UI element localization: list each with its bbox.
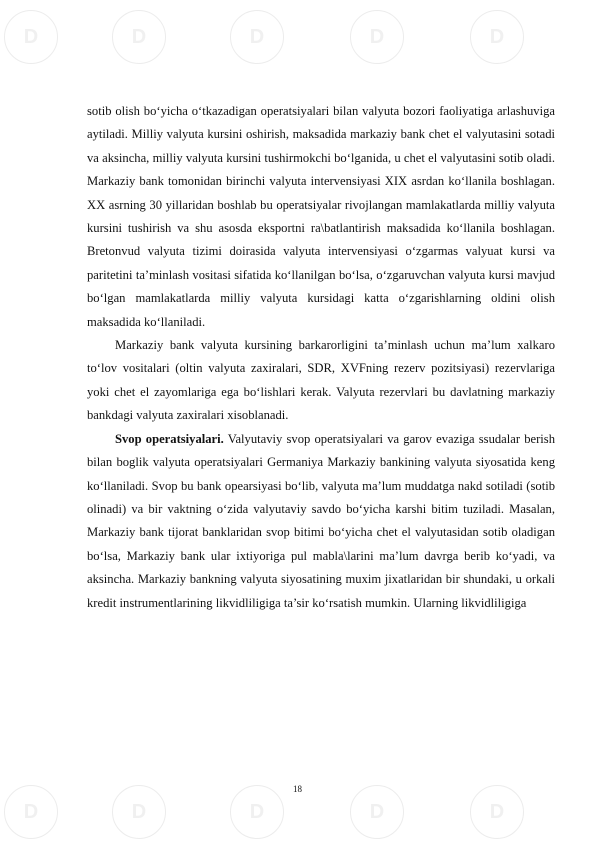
watermark-logo: D bbox=[470, 10, 524, 64]
watermark-logo: D bbox=[470, 785, 524, 839]
paragraph-swap-operations-text: Valyutaviy svop operatsiyalari va garov evaziga ssudalar berish bilan boglik valyuta operatsiyalari Germaniya Markaziy bankining valyuta siyosatida keng ko‘llaniladi. Svop bu bank opearsiyasi bo‘lib, valyuta ma’lum muddatga nakd sotiladi (sotib olinadi) va bir vaktning o‘zida valyutaviy savdo bo‘yicha karshi bitim tuziladi. Masalan, Markaziy bank tijorat banklaridan svop bitimi bo‘yicha chet el valyutasidan sotib oladigan bo‘lsa, Markaziy bank ular ixtiyoriga pul mabla\larini ma’lum davrga berib ko‘yadi, va aksincha. Markaziy bankning valyuta siyosatining muxim jixatlaridan bir shundaki, u orkali kredit instrumentlarining likvidliligiga ta’sir ko‘rsatish mumkin. Ularning likvidliligiga bbox=[87, 431, 556, 610]
watermark-logo: D bbox=[350, 785, 404, 839]
document-body bbox=[87, 100, 555, 615]
paragraph-currency-reserves: Markaziy bank valyuta kursining barkarorligini ta’minlash uchun ma’lum xalkaro to‘lov vositalari (oltin valyuta zaxiralari, SDR, XVFning rezerv pozitsiyasi) rezervlariga yoki chet el zayomlariga ega bo‘lishlari kerak. Valyuta rezervlari bu davlatning markaziy bankdagi valyuta zaxiralari xisoblanadi. bbox=[87, 338, 555, 423]
watermark-logo: D bbox=[230, 10, 284, 64]
watermark-logo: D bbox=[112, 785, 166, 839]
section-heading-swap-operations: Svop operatsiyalari. bbox=[115, 431, 224, 446]
watermark-logo: D bbox=[112, 10, 166, 64]
paragraph-currency-intervention: sotib olish bo‘yicha o‘tkazadigan operatsiyalari bilan valyuta bozori faoliyatiga arlashuviga aytiladi. Milliy valyuta kursini oshirish, maksadida markaziy bank chet el valyutasini sotadi va aksincha, milliy valyuta kursini tushirmokchi bo‘lganida, u chet el valyutasini sotib oladi. Markaziy bank tomonidan birinchi valyuta intervensiyasi XIX asrdan ko‘llanila boshlagan. XX asrning 30 yillaridan boshlab bu operatsiyalar rivojlangan mamlakatlarda milliy valyuta kursini tushirish va shu asosda eksportni ra\batlantirish maksadida ko‘llanila boshlagan. Bretonvud valyuta tizimi doirasida valyuta intervensiyasi o‘zgarmas valyuat kursi va paritetini ta’minlash vositasi sifatida ko‘llanilgan bo‘lsa, o‘zgaruvchan valyuta kursi mavjud bo‘lgan mamlakatlarda milliy valyuta kursidagi katta o‘zgarishlarning oldini olish maksadida ko‘llaniladi. bbox=[87, 104, 555, 329]
watermark-logo: D bbox=[350, 10, 404, 64]
watermark-logo: D bbox=[4, 10, 58, 64]
page-number: 18 bbox=[293, 784, 302, 794]
paragraph-swap-operations bbox=[87, 428, 555, 615]
watermark-logo: D bbox=[230, 785, 284, 839]
watermark-logo: D bbox=[4, 785, 58, 839]
